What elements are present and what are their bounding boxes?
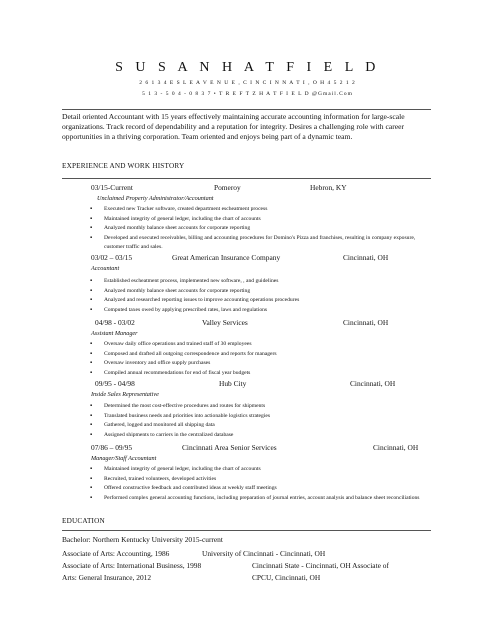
job-company: Great American Insurance Company: [172, 253, 281, 262]
list-item: ▪ Gathered, logged and monitored all shipping data: [88, 421, 433, 431]
applicant-address: 2 6 1 3 4 E S L E A V E N U E , C I N C I N N A T I , O H 4 5 2 1 2: [139, 80, 356, 86]
job-dates: 03/15-Current: [91, 183, 133, 192]
list-item: ▪ Computed taxes owed by applying prescribed rates, laws and regulations: [88, 306, 433, 316]
education-school: CPCU, Cincinnati, OH: [252, 573, 321, 582]
job-location: Cincinnati, OH: [343, 318, 389, 327]
list-item: ▪ Analyzed and researched reporting issues to improve accounting operations procedures: [88, 296, 433, 306]
job-duties: [88, 402, 433, 440]
list-item: ▪ Performed complex general accounting functions, including preparation of journal entries, account analysis and balance sheet reconciliations: [88, 494, 433, 504]
job-company: Cincinnati Area Senior Services: [182, 443, 277, 452]
experience-heading: EXPERIENCE AND WORK HISTORY: [62, 162, 185, 170]
education-entry: Associate of Arts: International Business, 1998: [62, 561, 202, 570]
list-item: ▪ Executed new Tracker software, created department escheatment process: [88, 205, 433, 215]
job-duties: [88, 277, 433, 315]
list-item: ▪ Analyzed monthly balance sheet accounts for corporate reporting: [88, 287, 433, 297]
education-heading: EDUCATION: [62, 517, 105, 525]
list-item: ▪ Offered constructive feedback and contributed ideas at weekly staff meetings: [88, 484, 433, 494]
job-dates: 09/95 - 04/98: [95, 379, 135, 388]
education-bachelor: Bachelor: Northern Kentucky University 2015-current: [62, 535, 223, 544]
experience-divider: [62, 178, 431, 179]
job-title: Accountant: [91, 265, 120, 272]
list-item: ▪ Determined the most cost-effective procedures and routes for shipments: [88, 402, 433, 412]
job-title: Assistant Manager: [91, 330, 138, 337]
job-title: Inside Sales Representative: [91, 391, 159, 398]
education-divider: [62, 530, 431, 531]
job-company: Hub City: [219, 379, 247, 388]
job-company: Valley Services: [202, 318, 248, 327]
professional-summary: Detail oriented Accountant with 15 years effectively maintaining accurate accounting information for large-scale organizations. Track record of dependability and a reputation for integrity. Desires a challenging role with career opportunities in a thriving corporation. Team oriented and enjoys being part of a dynamic team.: [62, 112, 405, 141]
job-dates: 07/86 – 09/95: [91, 443, 133, 452]
job-location: Cincinnati, OH: [373, 443, 419, 452]
job-dates: 03/02 – 03/15: [91, 253, 133, 262]
list-item: ▪ Established escheatment process, implemented new software, , and guidelines: [88, 277, 433, 287]
job-location: Cincinnati, OH: [343, 253, 389, 262]
list-item: ▪ Maintained integrity of general ledger, including the chart of accounts: [88, 465, 433, 475]
list-item: ▪ Oversaw inventory and office supply purchases: [88, 359, 433, 369]
job-location: Cincinnati, OH: [350, 379, 396, 388]
education-school: Cincinnati State - Cincinnati, OH Associate of: [252, 561, 389, 570]
job-title: Unclaimed Property Administrator/Accountant: [97, 195, 214, 202]
list-item: ▪ Developed and executed receivables, billing and accounting procedures for Domino's Pizza and franchises, resulting in company exposure, customer traffic and sales.: [88, 234, 433, 253]
list-item: ▪ Composed and drafted all outgoing correspondence and reports for managers: [88, 350, 433, 360]
education-school: University of Cincinnati - Cincinnati, OH: [202, 549, 326, 558]
job-dates: 04/98 - 03/02: [95, 318, 135, 327]
list-item: ▪ Translated business needs and priorities into actionable logistics strategies: [88, 412, 433, 422]
education-entry: Arts: General Insurance, 2012: [62, 573, 152, 582]
header-divider: [62, 109, 431, 110]
list-item: ▪ Assigned shipments to carriers in the centralized database: [88, 431, 433, 441]
job-location: Hebron, KY: [310, 183, 347, 192]
applicant-name: S U S A N H A T F I E L D: [115, 60, 380, 75]
job-duties: [88, 465, 433, 503]
list-item: ▪ Maintained integrity of general ledger, including the chart of accounts: [88, 215, 433, 225]
list-item: ▪ Recruited, trained volunteers, developed activities: [88, 475, 433, 485]
job-title: Manager/Staff Accountant: [91, 455, 157, 462]
list-item: ▪ Compiled annual recommendations for end of fiscal year budgets: [88, 369, 433, 379]
education-entry: Associate of Arts: Accounting, 1986: [62, 549, 170, 558]
applicant-contact: 5 1 3 - 5 0 4 - 0 8 3 7 • T R E F T Z H A T F I E L D @Gmail.Com: [142, 91, 353, 97]
list-item: ▪ Oversaw daily office operations and trained staff of 30 employees: [88, 340, 433, 350]
list-item: ▪ Analyzed monthly balance sheet accounts for corporate reporting: [88, 224, 433, 234]
job-duties: [88, 205, 433, 253]
job-company: Pomeroy: [214, 183, 241, 192]
job-duties: [88, 340, 433, 378]
